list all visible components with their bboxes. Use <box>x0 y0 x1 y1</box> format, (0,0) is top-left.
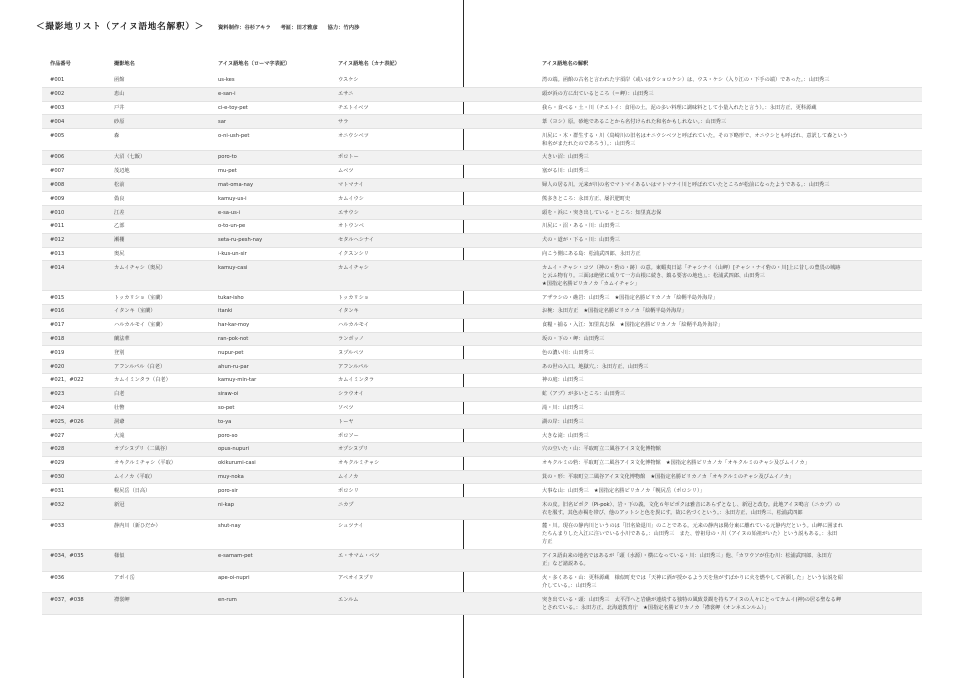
table-row <box>42 429 922 443</box>
cell-no: #034，#035 <box>50 553 84 560</box>
desc-line: 湾の端。函館の古名と言われた宇須岸（或いはウショロケシ）は、ウス・ケシ（入り江の・下手の端）であった。：山田秀三 <box>542 77 830 84</box>
cell-romaji: mu-pet <box>218 168 237 175</box>
table-row <box>42 88 922 102</box>
cell-no: #018 <box>50 335 65 342</box>
cell-place: 蘭法華 <box>114 335 130 342</box>
cell-no: #015 <box>50 294 65 301</box>
cell-kana: オトウンペ <box>338 223 364 230</box>
cell-place: イタンキ（室蘭） <box>114 308 156 315</box>
cell-no: #020 <box>50 363 65 370</box>
cell-romaji: sar <box>218 118 227 125</box>
cell-desc <box>542 195 926 203</box>
cell-romaji: ahun-ru-par <box>218 363 249 370</box>
cell-romaji: poro-so <box>218 432 238 439</box>
cell-no: #019 <box>50 349 65 356</box>
cell-desc <box>542 552 926 568</box>
cell-kana: チエトイベツ <box>338 104 369 111</box>
cell-place: 大沼（七飯） <box>114 154 146 161</box>
cell-place: 大滝 <box>114 432 125 439</box>
desc-line: 虻（アブ）が多いところ：山田秀三 <box>542 391 626 398</box>
cell-kana: ポロトー <box>338 154 359 161</box>
table-row <box>42 74 922 88</box>
cell-romaji: e-san-i <box>218 91 236 98</box>
cell-desc <box>542 294 926 302</box>
cell-romaji: i-kus-un-sir <box>218 250 247 257</box>
cell-no: #013 <box>50 250 65 257</box>
cell-kana: エ・サマム・ペツ <box>338 553 380 560</box>
cell-no: #016 <box>50 308 65 315</box>
cell-no: #037，#038 <box>50 596 84 603</box>
cell-desc <box>542 363 926 371</box>
cell-kana: イクスンシリ <box>338 250 369 257</box>
cell-no: #023 <box>50 391 65 398</box>
table-row <box>42 151 922 165</box>
cell-kana: ムベツ <box>338 168 354 175</box>
cell-no: #003 <box>50 104 65 111</box>
cell-desc <box>542 335 926 343</box>
cell-no: #031 <box>50 487 65 494</box>
desc-line: アザラシの・礁岩：山田秀三 ★国指定名勝ピリカノカ「絵鞆半島外海岸」 <box>542 294 718 301</box>
cell-no: #010 <box>50 209 65 216</box>
desc-line: 坂の・下の・岬：山田秀三 <box>542 335 605 342</box>
desc-line: 大事な山：山田秀三 ★国指定名勝ピリカノカ「幌尻岳（ポロシリ）」 <box>542 487 705 494</box>
cell-kana: ポロソー <box>338 432 359 439</box>
table-row <box>42 593 922 615</box>
cell-desc <box>542 250 926 258</box>
table-row <box>42 572 922 594</box>
cell-place: カムイチャシ（奥尻） <box>114 264 166 271</box>
cell-no: #017 <box>50 322 65 329</box>
cell-romaji: har-kar-moy <box>218 322 250 329</box>
table-row <box>42 402 922 416</box>
col-header-kana: アイヌ語地名（カナ表記） <box>338 61 400 67</box>
cell-place: 幌尻岳（日高） <box>114 487 151 494</box>
cell-kana: アフンルパル <box>338 363 369 370</box>
cell-kana: ソベツ <box>338 404 354 411</box>
cell-kana: トッカリショ <box>338 294 369 301</box>
desc-line: 川尻に・木・群生する・川（鳥崎川の旧名はオニウシベツと呼ばれていた。その下略形で、オニウシとも呼ばれ、意訳して森という <box>542 132 848 139</box>
cell-no: #032 <box>50 501 65 508</box>
cell-desc <box>542 432 926 440</box>
table-row <box>42 520 922 550</box>
cell-place: 奥尻 <box>114 250 125 257</box>
cell-no: #012 <box>50 237 65 244</box>
desc-line: 突き出ている・頭：山田秀三 太平洋へと岩礁が連続する独特の風致景観を持ちアイヌの人々にとってカムイ(神)の居る聖なる岬 <box>542 596 842 603</box>
cell-kana: エサウシ <box>338 209 359 216</box>
cell-romaji: nupur-pet <box>218 349 244 356</box>
table-row <box>42 102 922 116</box>
credit-material: 資料制作：谷杉アキラ <box>218 25 271 31</box>
cell-kana: カムイウシ <box>338 195 364 202</box>
cell-no: #029 <box>50 460 65 467</box>
desc-line: 穴の空いた・山：平取町立二風谷アイヌ文化博物館 <box>542 446 661 453</box>
cell-kana: ウスケシ <box>338 77 359 84</box>
cell-desc <box>542 459 926 467</box>
desc-line: 介している。：山田秀三 <box>542 582 597 589</box>
col-header-desc: アイヌ語地名の解釈 <box>542 61 589 67</box>
cell-desc <box>542 209 926 217</box>
cell-romaji: ape-oi-nupri <box>218 574 250 581</box>
cell-place: 襟裳岬 <box>114 596 130 603</box>
credits <box>218 23 367 31</box>
cell-desc <box>542 76 926 84</box>
desc-line: 食糧・捕る・入江：知里真志保 ★国指定名勝ピリカノカ「絵鞆半島外海岸」 <box>542 322 723 329</box>
cell-romaji: us-kes <box>218 77 235 84</box>
cell-place: 様似 <box>114 553 125 560</box>
cell-kana: トーヤ <box>338 418 354 425</box>
cell-no: #014 <box>50 264 65 271</box>
cell-desc <box>542 236 926 244</box>
cell-romaji: ci-e-toy-pet <box>218 104 248 111</box>
table-row <box>42 248 922 262</box>
table-row <box>42 291 922 305</box>
cell-place: 茂辺地 <box>114 168 130 175</box>
cell-place: 戸井 <box>114 104 125 111</box>
cell-place: 白老 <box>114 391 125 398</box>
cell-place: 森 <box>114 132 120 139</box>
cell-romaji: okikurumi-casi <box>218 460 256 467</box>
cell-no: #011 <box>50 223 65 230</box>
cell-desc <box>542 181 926 189</box>
cell-desc <box>542 376 926 384</box>
cell-romaji: kamuy-min-tar <box>218 377 257 384</box>
cell-desc <box>542 307 926 315</box>
table-row <box>42 129 922 151</box>
desc-line: 婦人の居る川。元来が川の名でマトマイあるいはマトマナイ川と呼ばれていたところが松前になったようである。：山田秀三 <box>542 181 830 188</box>
table-row <box>42 457 922 471</box>
cell-kana: カムイミンタラ <box>338 377 375 384</box>
col-header-romaji: アイヌ語地名（ローマ字表記） <box>218 61 291 67</box>
cell-desc <box>542 487 926 495</box>
cell-desc <box>542 264 926 288</box>
cell-kana: シラウオイ <box>338 391 364 398</box>
table-row <box>42 179 922 193</box>
cell-desc <box>542 404 926 412</box>
cell-romaji: opus-nupuri <box>218 446 250 453</box>
cell-romaji: kamuy-casi <box>218 264 248 271</box>
table-row <box>42 374 922 388</box>
table-row <box>42 388 922 402</box>
cell-romaji: itanki <box>218 308 233 315</box>
cell-romaji: ni-kap <box>218 501 234 508</box>
desc-line: 火・多くある・山：更科源蔵 様似町史では「天神に酒が授かるよう天を焦がすばかりに火を燃やして祈願した」という伝説を紹 <box>542 574 843 581</box>
cell-no: #001 <box>50 77 65 84</box>
cell-place: 偽良 <box>114 195 125 202</box>
desc-line: お椀：永田方正 ★国指定名勝ピリカノカ「絵鞆半島外海岸」 <box>542 308 687 315</box>
cell-romaji: siraw-oi <box>218 391 239 398</box>
desc-line: カムイ・チャシ・コツ（神の・砦の・跡）の意。東蝦夷日誌「チャシナイ（山岬）[チャシ・ナイ砦の・川]上に昔しの豊畏の城跡 <box>542 264 841 271</box>
cell-place: 壮瞥 <box>114 404 125 411</box>
cell-desc <box>542 418 926 426</box>
table-row <box>42 206 922 220</box>
cell-no: #008 <box>50 181 65 188</box>
cell-kana: ヌプルペツ <box>338 349 364 356</box>
cell-place: ムイノカ（平取） <box>114 473 156 480</box>
desc-line: アイヌ語由来の地名ではあるが「頭（水源）・横になっている・川：山田秀三」他、「カワウソが住む川：松浦武四郎、永田方 <box>542 553 833 560</box>
cell-no: #004 <box>50 118 65 125</box>
cell-romaji: e-samam-pet <box>218 553 253 560</box>
cell-kana: ポロシリ <box>338 487 359 494</box>
cell-desc <box>542 473 926 481</box>
cell-romaji: poro-to <box>218 154 237 161</box>
desc-line: 頭が浜の方に出ているところ（＝岬）：山田秀三 <box>542 91 654 98</box>
cell-place: 瀬棚 <box>114 237 125 244</box>
cell-no: #027 <box>50 432 65 439</box>
cell-place: 洞爺 <box>114 418 125 425</box>
cell-romaji: e-sa-us-i <box>218 209 241 216</box>
cell-kana: イタンキ <box>338 308 359 315</box>
desc-line: 大きい沼：山田秀三 <box>542 154 589 161</box>
table-row <box>42 319 922 333</box>
cell-desc <box>542 118 926 126</box>
cell-place: 砂原 <box>114 118 125 125</box>
desc-line: 犬の・道が・下る・川：山田秀三 <box>542 237 620 244</box>
desc-line: 我ら・食べる・土・川（チエトイ：食用の土。泥の多い料理に調味料として小量入れたと言う）。：永田方正、更科源蔵 <box>542 104 817 111</box>
cell-place: 函館 <box>114 77 125 84</box>
cell-kana: セタルヘシナイ <box>338 237 374 244</box>
cell-place: オプシヌプリ（二風谷） <box>114 446 171 453</box>
desc-line: とされている。：永田方正、北海道教育庁 ★国指定名勝ピリカノカ「襟裳岬（オンネエンルム）」 <box>542 604 770 611</box>
desc-line: 木の皮。旧名ピポク（Pi-pok）、岩・下の義。文化６年ピポクは雅音にあらずとなし、新冠と改む。此地アイヌ鳴言（ニカプ）の <box>542 501 841 508</box>
cell-romaji: tukar-isho <box>218 294 244 301</box>
table-row <box>42 360 922 374</box>
cell-place: 松前 <box>114 181 125 188</box>
table-row <box>42 234 922 248</box>
place-table <box>42 74 922 615</box>
desc-line: たちんまりした入江に注いでいる小川である。：山田秀三 また、曾祖母の・川（アイヌの始祖がいた）という説もある。：永田 <box>542 531 838 538</box>
cell-desc <box>542 167 926 175</box>
credit-cooperation: 協力：竹内渉 <box>327 25 360 31</box>
cell-desc <box>542 501 926 517</box>
table-row <box>42 305 922 319</box>
cell-romaji: mat-oma-nay <box>218 181 254 188</box>
cell-place: トッカリショ（室蘭） <box>114 294 166 301</box>
cell-no: #006 <box>50 154 65 161</box>
cell-kana: エンルム <box>338 596 359 603</box>
cell-desc <box>542 132 926 148</box>
cell-no: #021，#022 <box>50 377 84 384</box>
cell-place: 静内川（新ひだか） <box>114 523 161 530</box>
cell-desc <box>542 445 926 453</box>
table-row <box>42 220 922 234</box>
cell-place: 乙部 <box>114 223 125 230</box>
cell-no: #033 <box>50 523 65 530</box>
table-row <box>42 415 922 429</box>
cell-romaji: o-to-un-pe <box>218 223 246 230</box>
cell-place: オキクルミチャシ（平取） <box>114 460 176 467</box>
cell-romaji: ran-pok-not <box>218 335 249 342</box>
cell-desc <box>542 349 926 357</box>
col-header-place: 撮影地名 <box>114 61 135 67</box>
table-row <box>42 115 922 129</box>
desc-line: 箕の・形：平取町立二風谷アイヌ文化博物館 ★国指定名勝ピリカノカ「オキクルミのチャシ及びムイノカ」 <box>542 473 795 480</box>
cell-romaji: seta-ru-pesh-nay <box>218 237 263 244</box>
desc-line: 正」など諸説ある。 <box>542 561 589 568</box>
cell-romaji: kamuy-us-i <box>218 195 247 202</box>
cell-place: アポイ岳 <box>114 574 135 581</box>
cell-place: 江差 <box>114 209 125 216</box>
desc-line: と云ふ物有り。三面は絶壁に成りて一方山根に続き、鎮る要害の地也」。：松浦武四郎、山田秀三 <box>542 272 765 279</box>
table-row <box>42 550 922 572</box>
cell-place: 新冠 <box>114 501 125 508</box>
desc-line: 葦（ヨシ）原。砂地であることから名付けられた和名かもしれない。：山田秀三 <box>542 118 727 125</box>
cell-desc <box>542 574 926 590</box>
cell-kana: ニカプ <box>338 501 354 508</box>
table-row <box>42 443 922 457</box>
table-row <box>42 333 922 347</box>
desc-line: オキクルミの砦：平取町立二風谷アイヌ文化博物館 ★国指定名勝ピリカノカ「オキクルミのチャシ及びムイノカ」 <box>542 460 810 467</box>
table-row <box>42 471 922 485</box>
cell-no: #030 <box>50 473 65 480</box>
desc-line: ★国指定名勝ピリカノカ「カムイチャシ」 <box>542 280 640 287</box>
cell-romaji: so-pet <box>218 404 235 411</box>
cell-desc <box>542 153 926 161</box>
cell-desc <box>542 222 926 230</box>
cell-desc <box>542 90 926 98</box>
cell-kana: エサニ <box>338 91 354 98</box>
cell-romaji: en-rum <box>218 596 237 603</box>
desc-line: 湖の岸：山田秀三 <box>542 418 584 425</box>
cell-desc <box>542 104 926 112</box>
cell-romaji: poro-sir <box>218 487 238 494</box>
cell-kana: ハルカルモイ <box>338 322 369 329</box>
cell-place: カムイミンタラ（白老） <box>114 377 171 384</box>
cell-kana: シュツナイ <box>338 523 364 530</box>
cell-kana: オキクルミチャシ <box>338 460 380 467</box>
cell-no: #028 <box>50 446 65 453</box>
cell-kana: サラ <box>338 118 349 125</box>
cell-no: #007 <box>50 168 65 175</box>
cell-kana: ランボッノ <box>338 335 364 342</box>
cell-place: ハルカルモイ（室蘭） <box>114 322 166 329</box>
cell-romaji: o-ni-ush-pet <box>218 132 250 139</box>
desc-line: 色の濃い川：山田秀三 <box>542 349 594 356</box>
desc-line: 大きな滝：山田秀三 <box>542 432 589 439</box>
table-row <box>42 261 922 291</box>
table-row <box>42 346 922 360</box>
desc-line: 衣を服す。其色赤褐を帯び、他のアットシと色を異にす。故に名づくという。：永田方正、山田秀三、松浦武四郎 <box>542 509 803 516</box>
cell-romaji: shut-nay <box>218 523 241 530</box>
desc-line: 川尻に・沼・ある・川：山田秀三 <box>542 223 620 230</box>
desc-line: 熊多きところ：永田方正、屡沢肥町史 <box>542 195 631 202</box>
cell-desc <box>542 390 926 398</box>
table-row <box>42 165 922 179</box>
cell-desc <box>542 321 926 329</box>
cell-kana: カムイチャシ <box>338 264 369 271</box>
desc-line: 神の庭：山田秀三 <box>542 377 584 384</box>
cell-romaji: to-ya <box>218 418 232 425</box>
desc-line: 塞がる川：山田秀三 <box>542 168 589 175</box>
cell-kana: オニウシベツ <box>338 132 369 139</box>
col-header-no: 作品番号 <box>50 61 71 67</box>
cell-kana: ムイノカ <box>338 473 359 480</box>
credit-research: 考証：田才雅彦 <box>280 25 318 31</box>
cell-place: 恵山 <box>114 91 125 98</box>
desc-line: 滝・川：山田秀三 <box>542 404 584 411</box>
table-row <box>42 484 922 498</box>
cell-desc <box>542 596 926 612</box>
desc-line: 麓・川。現在の静内川というのは「旧名染退川」のことである。元来の静内は陽分東に離れている元静内だという。山岬に囲まれ <box>542 523 843 530</box>
cell-desc <box>542 522 926 546</box>
cell-romaji: muy-noka <box>218 473 244 480</box>
desc-line: 和名がまたれたのであろう）。：山田秀三 <box>542 140 636 147</box>
desc-line: 向こう側にある島：松浦武四郎、永田方正 <box>542 250 641 257</box>
cell-no: #002 <box>50 91 65 98</box>
table-row <box>42 192 922 206</box>
desc-line: あの世の入口。地獄穴。：永田方正、山田秀三 <box>542 363 649 370</box>
desc-line: 方正 <box>542 539 553 546</box>
cell-place: 登別 <box>114 349 125 356</box>
cell-no: #005 <box>50 132 65 139</box>
page-title: ＜撮影地リスト（アイヌ語地名解釈）＞ <box>36 22 205 32</box>
cell-no: #024 <box>50 404 65 411</box>
cell-no: #025，#026 <box>50 418 84 425</box>
desc-line: 頭を・浜に・突き出している・ところ：知里真志保 <box>542 209 662 216</box>
table-row <box>42 498 922 520</box>
cell-place: アフンルパル（白老） <box>114 363 166 370</box>
cell-kana: オプシヌプリ <box>338 446 369 453</box>
cell-kana: アペオイヌプリ <box>338 574 374 581</box>
cell-no: #009 <box>50 195 65 202</box>
cell-no: #036 <box>50 574 65 581</box>
cell-kana: マトマナイ <box>338 181 364 188</box>
